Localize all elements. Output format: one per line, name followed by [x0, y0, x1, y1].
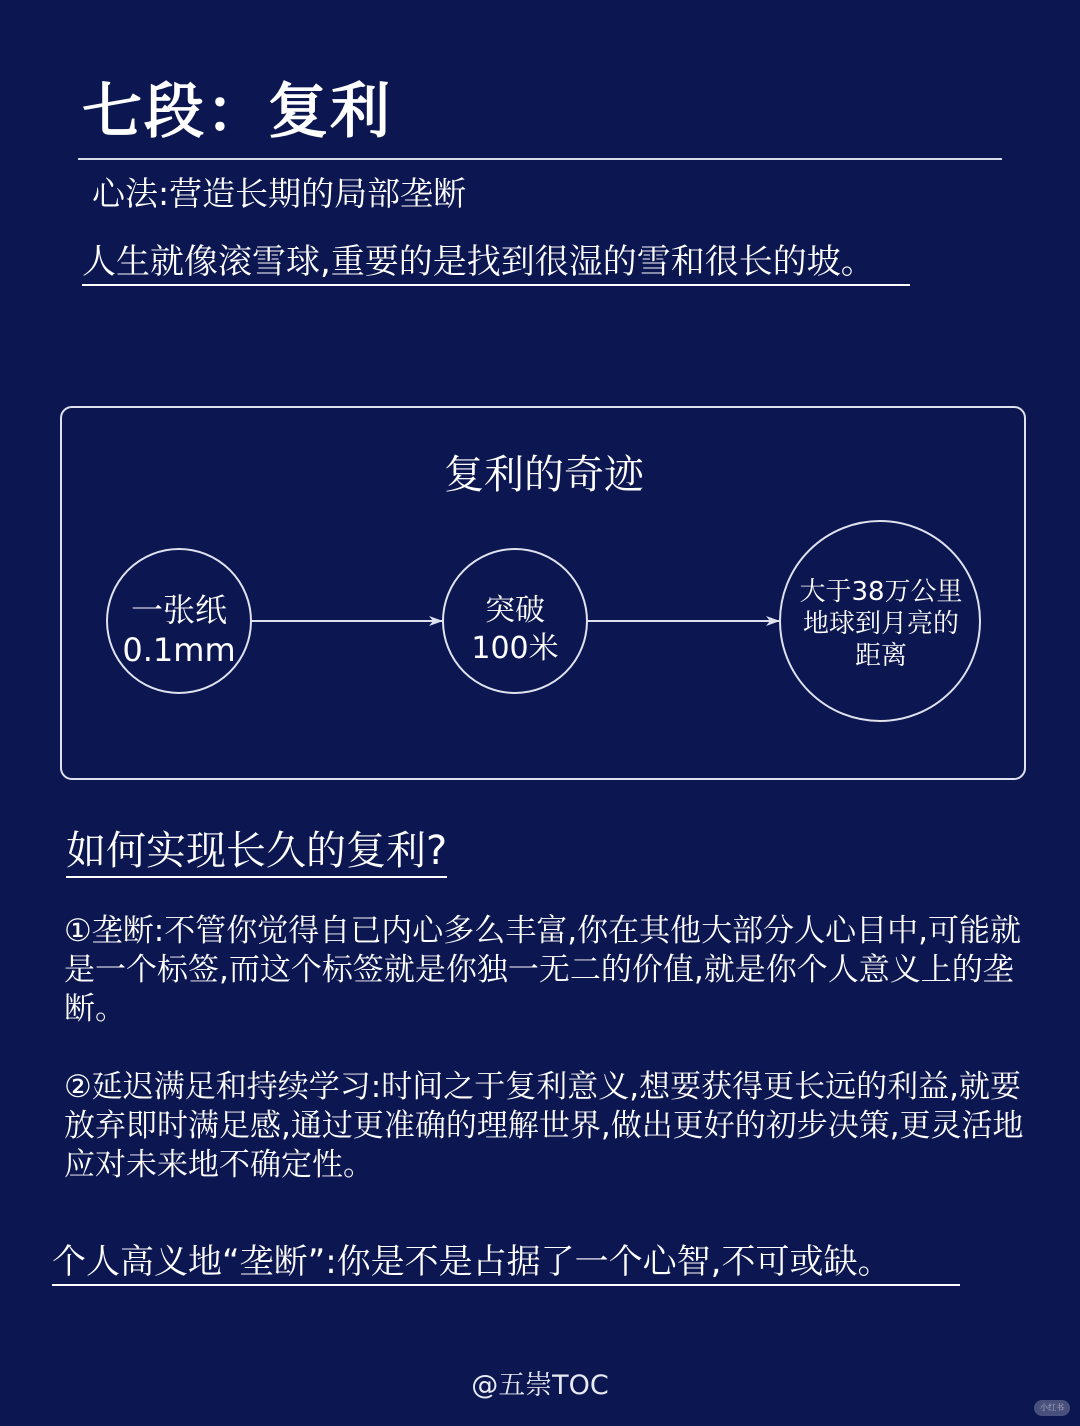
node-label-line: 突破: [485, 593, 545, 628]
closing-quote: 个人高义地“垄断”:你是不是占据了一个心智,不可或缺。: [52, 1240, 960, 1286]
node-label-line: 地球到月亮的: [802, 609, 959, 639]
watermark-logo: 小红书: [1034, 1400, 1070, 1416]
page-subtitle: 心法:营造长期的局部垄断: [92, 174, 467, 213]
node-label-line: 大于38万公里: [799, 577, 963, 607]
node-label-line: 一张纸: [130, 591, 227, 629]
title-divider: [78, 158, 1002, 160]
node-label-line: 0.1mm: [122, 631, 236, 669]
node-label-line: 距离: [854, 641, 907, 671]
node-label-breakthrough: [444, 592, 586, 668]
node-label-paper: [108, 590, 250, 670]
node-label-moon: [781, 576, 981, 672]
node-label-line: 100米: [471, 631, 559, 666]
section-heading: 如何实现长久的复利?: [66, 826, 447, 878]
page-title: 七段：复利: [82, 77, 392, 147]
diagram-title: 复利的奇迹: [444, 452, 644, 498]
header-quote: 人生就像滚雪球,重要的是找到很湿的雪和很长的坡。: [82, 240, 910, 286]
author-handle: @五崇TOC: [471, 1370, 609, 1401]
paragraph-delayed-gratification: ②延迟满足和持续学习:时间之于复利意义,想要获得更长远的利益,就要放弃即时满足感,通过更准确的理解世界,做出更好的初步决策,更灵活地应对未来地不确定性。: [64, 1069, 1024, 1183]
paragraph-monopoly: ①垄断:不管你觉得自已内心多么丰富,你在其他大部分人心目中,可能就是一个标签,而这个标签就是你独一无二的价值,就是你个人意义上的垄断。: [64, 913, 1021, 1027]
